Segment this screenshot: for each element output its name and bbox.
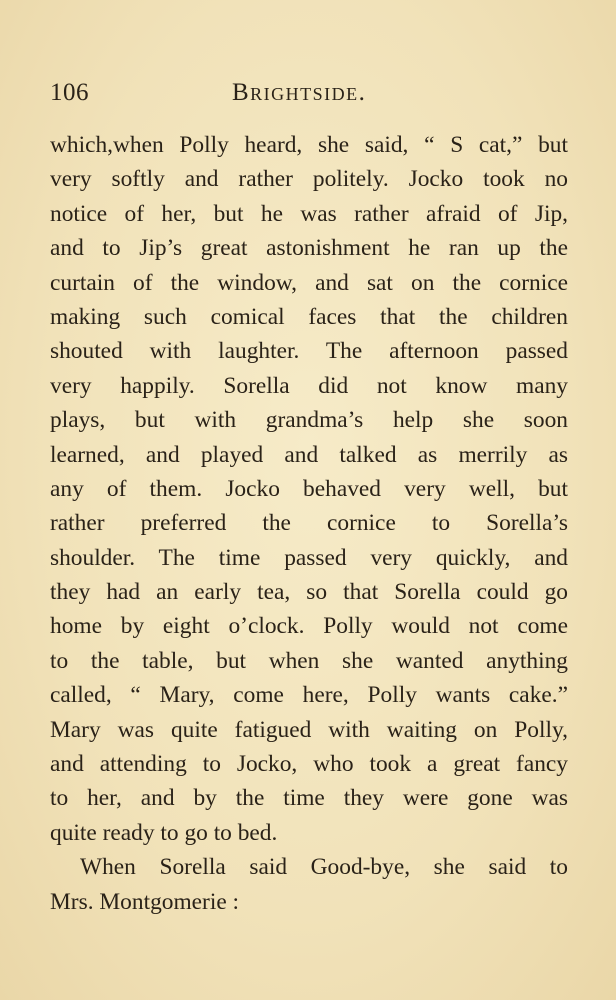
text-line: very softly and rather politely. Jocko took no bbox=[50, 166, 568, 193]
text-line: curtain of the window, and sat on the cornice bbox=[50, 269, 568, 296]
text-line: to the table, but when she wanted anything bbox=[50, 647, 568, 674]
text-line: making such comical faces that the children bbox=[50, 303, 568, 330]
text-line: When Sorella said Good-bye, she said to bbox=[80, 854, 568, 881]
text-line: home by eight o’clock. Polly would not come bbox=[50, 613, 568, 640]
running-title: Brightside. bbox=[232, 79, 367, 106]
text-line: shoulder. The time passed very quickly, and bbox=[50, 544, 568, 571]
text-line: which,when Polly heard, she said, “ S cat,” but bbox=[50, 132, 568, 158]
page-number: 106 bbox=[50, 79, 89, 106]
text-line: to her, and by the time they were gone was bbox=[50, 785, 568, 812]
text-line: Mary was quite fatigued with waiting on Polly, bbox=[50, 716, 568, 743]
text-line: learned, and played and talked as merrily as bbox=[50, 441, 568, 468]
text-line: any of them. Jocko behaved very well, but bbox=[50, 475, 568, 502]
text-line: and to Jip’s great astonishment he ran up the bbox=[50, 235, 568, 262]
body-text bbox=[50, 128, 568, 919]
text-line: shouted with laughter. The afternoon passed bbox=[50, 338, 568, 365]
text-line: called, “ Mary, come here, Polly wants cake.” bbox=[50, 682, 568, 709]
text-line: Mrs. Montgomerie : bbox=[50, 888, 240, 915]
text-line: plays, but with grandma’s help she soon bbox=[50, 407, 568, 434]
text-line: notice of her, but he was rather afraid of Jip, bbox=[50, 200, 568, 227]
text-line: rather preferred the cornice to Sorella’s bbox=[50, 510, 568, 537]
page-header bbox=[50, 76, 570, 110]
text-line: quite ready to go to bed. bbox=[50, 819, 278, 846]
text-line: and attending to Jocko, who took a great fancy bbox=[50, 751, 568, 778]
text-line: they had an early tea, so that Sorella could go bbox=[50, 579, 568, 606]
text-line: very happily. Sorella did not know many bbox=[50, 372, 568, 399]
